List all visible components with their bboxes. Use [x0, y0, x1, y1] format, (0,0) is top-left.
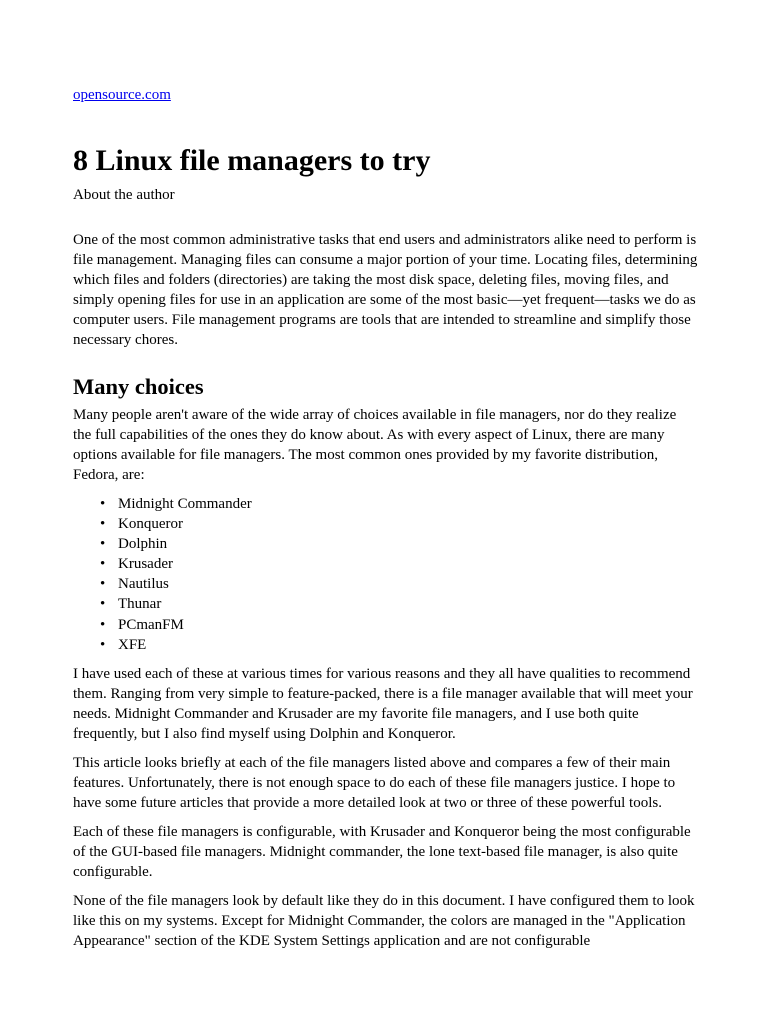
- paragraph: None of the file managers look by default like they do in this document. I have configured them to look like this on my systems. Except for Midnight Commander, the colors are managed in the "Application Appearance" section of the KDE System Settings application and are not configurable: [73, 892, 695, 949]
- file-manager-list: [73, 494, 698, 655]
- intro-paragraph: One of the most common administrative tasks that end users and administrators alike need to perform is file management. Managing files can consume a major portion of your time. Locating files, determining which files and folders (directories) are taking the most disk space, deleting files, moving files, and simply opening files for use in an application are some of the most basic—yet frequent—tasks we do as computer users. File management programs are tools that are intended to streamline and simplify those necessary chores.: [73, 232, 698, 348]
- list-item: • Nautilus: [118, 574, 698, 594]
- paragraph: Each of these file managers is configurable, with Krusader and Konqueror being the most configurable of the GUI-based file managers. Midnight commander, the lone text-based file manager, is also quite configurable.: [73, 823, 691, 880]
- list-item: • Konqueror: [118, 514, 698, 534]
- list-item: • Krusader: [118, 554, 698, 574]
- list-item: • Midnight Commander: [118, 494, 698, 514]
- article-body: [73, 86, 698, 951]
- list-item: • Dolphin: [118, 534, 698, 554]
- paragraph: I have used each of these at various times for various reasons and they all have qualities to recommend them. Ranging from very simple to feature-packed, there is a file manager available that will meet your needs. Midnight Commander and Krusader are my favorite file managers, and I use both quite frequently, but I also find myself using Dolphin and Konqueror.: [73, 665, 693, 742]
- list-item: • Thunar: [118, 594, 698, 614]
- list-item: • XFE: [118, 635, 698, 655]
- section-heading: Many choices: [73, 374, 204, 399]
- section-intro-paragraph: Many people aren't aware of the wide array of choices available in file managers, nor do they realize the full capabilities of the ones they do know about. As with every aspect of Linux, there are many options available for file managers. The most common ones provided by my favorite distribution, Fedora, are:: [73, 407, 677, 483]
- paragraph: This article looks briefly at each of the file managers listed above and compares a few of their main features. Unfortunately, there is not enough space to do each of these file managers justice. I hope to have some future articles that provide a more detailed look at two or three of these powerful tools.: [73, 754, 676, 811]
- list-item: • PCmanFM: [118, 615, 698, 635]
- article-title: 8 Linux file managers to try: [73, 144, 431, 177]
- site-link[interactable]: opensource.com: [73, 87, 171, 103]
- about-author-label: About the author: [73, 187, 175, 203]
